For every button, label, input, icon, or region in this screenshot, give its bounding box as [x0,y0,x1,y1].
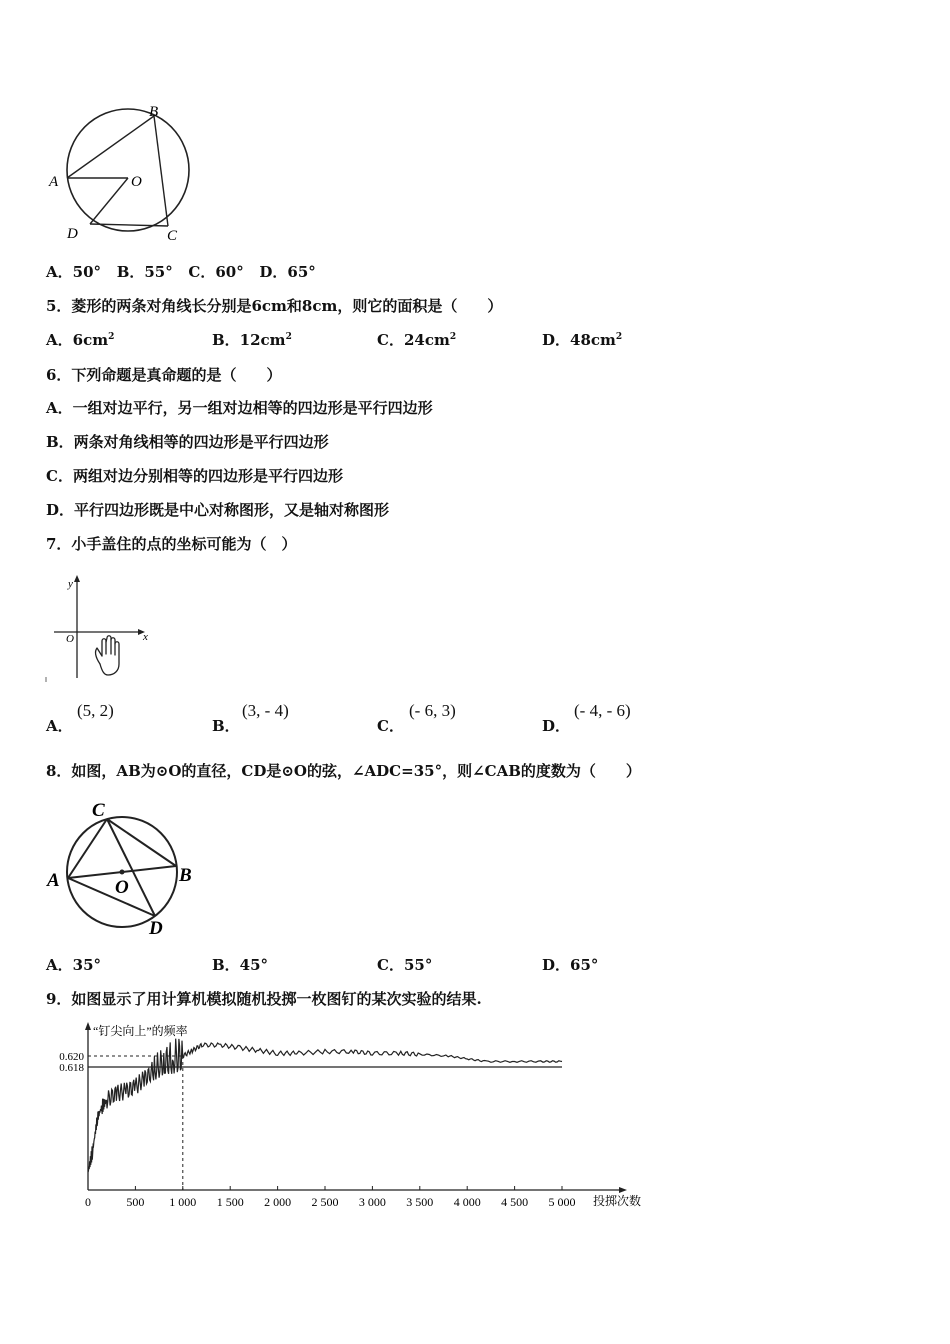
x-tick-label: 5 000 [548,1195,576,1209]
hand-icon [96,636,119,675]
q4-options [46,261,316,282]
q7-option-d-coord: (- 4, - 6) [574,701,631,720]
q7-option-b-coord: (3, - 4) [242,701,289,720]
q7-axis-y-label: y [68,578,73,590]
chart-xlabel: 投掷次数 [593,1194,642,1208]
fig8-label-c: C [92,800,105,821]
q6-option-b[interactable]: B．两条对角线相等的四边形是平行四边形 [46,433,329,451]
x-tick-label: 4 500 [501,1195,529,1209]
x-tick-label: 3 500 [406,1195,434,1209]
q5-stem: 5．菱形的两条对角线长分别是6cm和8cm，则它的面积是（ ） [46,297,503,315]
fig4-label-a: A [49,174,59,190]
q7-option-b-letter[interactable]: B． [212,717,240,735]
q4-option-b[interactable]: B．55° [116,263,173,281]
fig4-label-o: O [131,174,142,190]
fig4-label-d: D [67,226,78,242]
x-tick-label: 4 000 [453,1195,481,1209]
q5-option-b[interactable]: B．$12cm^2$ [212,331,292,349]
q8-stem: 8．如图，AB为⊙O的直径，CD是⊙O的弦，∠ADC=35°，则∠CAB的度数为（ ） [46,762,641,780]
x-tick-label: 1 500 [216,1195,244,1209]
q7-option-a-letter[interactable]: A． [46,717,73,735]
q4-option-c[interactable]: C．60° [188,263,244,281]
y-tick-label: 0.620 [59,1051,84,1063]
x-tick-label: 500 [126,1195,145,1209]
x-tick-label: 3 000 [358,1195,386,1209]
q6-option-a[interactable]: A．一组对边平行，另一组对边相等的四边形是平行四边形 [46,399,433,417]
x-tick-label: 2 500 [311,1195,339,1209]
q7-stem: 7．小手盖住的点的坐标可能为（ ） [46,535,297,553]
fig8-label-o: O [115,877,129,898]
q7-axis-origin: O [66,633,74,645]
q8-option-d[interactable]: D．65° [542,956,599,974]
fig4-label-b: B [149,104,159,120]
fig8-label-d: D [149,918,163,938]
fig8-label-a: A [47,870,60,891]
q8-option-a[interactable]: A．35° [46,956,102,974]
chart-ylabel: “钉尖向上”的频率 [93,1024,188,1038]
q6-option-c[interactable]: C．两组对边分别相等的四边形是平行四边形 [46,467,343,485]
q4-option-a[interactable]: A．50° [46,263,102,281]
x-tick-label: 2 000 [264,1195,292,1209]
q5-option-c[interactable]: C．$24cm^2$ [377,331,457,349]
q8-option-b[interactable]: B．45° [212,956,269,974]
q7-axes-figure [44,572,154,684]
x-tick-label: 0 [85,1195,91,1209]
x-tick-label: 1 000 [169,1195,197,1209]
frequency-line-chart [44,1018,664,1218]
frequency-series-line [88,1039,562,1172]
fig8-label-b: B [179,865,192,886]
q7-option-c-letter[interactable]: C． [377,717,404,735]
q8-circle-figure [44,796,204,938]
q8-option-c[interactable]: C．55° [377,956,433,974]
q5-option-d[interactable]: D．$48cm^2$ [542,331,623,349]
q4-circle-figure [44,100,204,245]
y-tick-label: 0.618 [59,1062,84,1074]
q7-option-d-letter[interactable]: D． [542,717,571,735]
q7-axis-x-label: x [143,631,148,643]
q6-option-d[interactable]: D．平行四边形既是中心对称图形，又是轴对称图形 [46,501,390,519]
fig4-label-c: C [167,228,178,244]
q9-stem: 9．如图显示了用计算机模拟随机投掷一枚图钉的某次实验的结果. [46,990,482,1008]
q7-option-a-coord: (5, 2) [77,701,114,720]
q6-stem: 6．下列命题是真命题的是（ ） [46,366,282,384]
q7-option-c-coord: (- 6, 3) [409,701,456,720]
q5-option-a[interactable]: A．$6cm^2$ [46,331,115,349]
q4-option-d[interactable]: D．65° [259,263,316,281]
